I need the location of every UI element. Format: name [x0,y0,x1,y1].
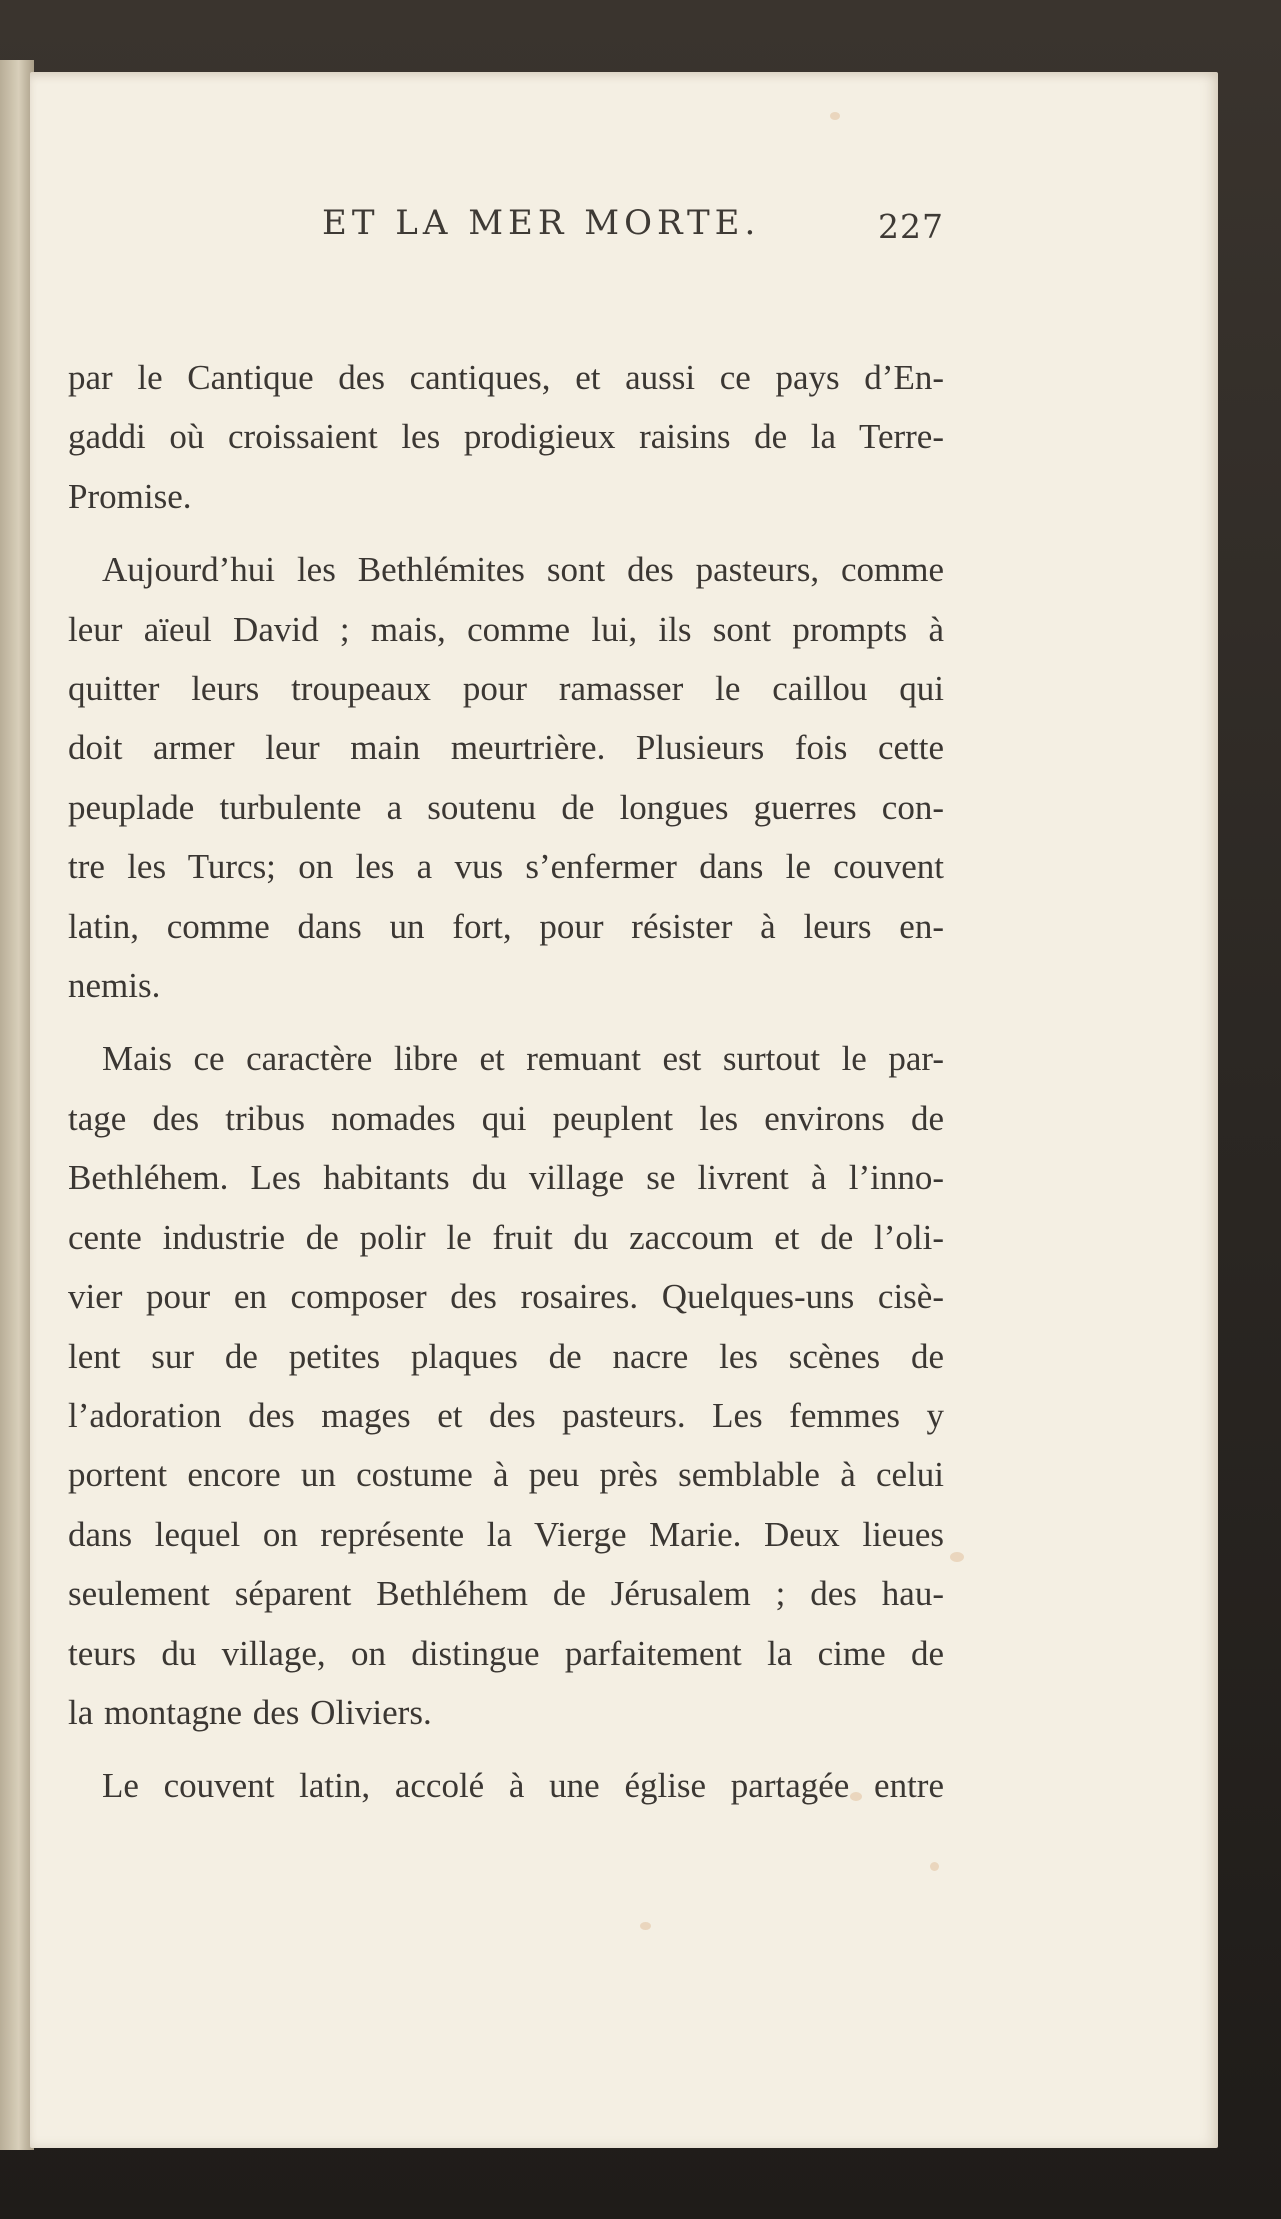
text-line: leur aïeul David ; mais, comme lui, ils sont prompts à [68,609,944,649]
foxing-spot [930,1862,939,1871]
text-line: portent encore un costume à peu près semblable à celui [68,1455,944,1495]
text-line: l’adoration des mages et des pasteurs. Les femmes y [68,1395,944,1435]
paragraph-1 [68,348,944,526]
text-line: Bethléhem. Les habitants du village se livrent à l’inno- [68,1158,944,1198]
text-line: gaddi où croissaient les prodigieux raisins de la Terre- [68,417,944,457]
text-line: doit armer leur main meurtrière. Plusieurs fois cette [68,728,944,768]
text-line: nemis. [68,966,161,1006]
text-line: tage des tribus nomades qui peuplent les environs de [68,1098,944,1138]
text-line: peuplade turbulente a soutenu de longues guerres con- [68,787,944,827]
text-line: dans lequel on représente la Vierge Marie. Deux lieues [68,1514,944,1554]
text-line: tre les Turcs; on les a vus s’enfermer dans le couvent [68,847,944,887]
running-title: ET LA MER MORTE. [322,203,761,243]
foxing-spot [950,1552,964,1562]
paragraph-2 [68,540,944,1015]
text-line: cente industrie de polir le fruit du zaccoum et de l’oli- [68,1217,944,1257]
body-text [68,348,944,1830]
text-line: Mais ce caractère libre et remuant est surtout le par- [102,1039,944,1079]
foxing-spot [640,1922,651,1930]
text-line: lent sur de petites plaques de nacre les scènes de [68,1336,944,1376]
foxing-spot [830,112,840,120]
page-number: 227 [878,207,944,246]
text-line: la montagne des Oliviers. [68,1692,432,1732]
paragraph-4 [68,1756,944,1815]
text-line: vier pour en composer des rosaires. Quelques-uns cisè- [68,1277,944,1317]
text-line: seulement séparent Bethléhem de Jérusalem ; des hau- [68,1574,944,1614]
text-line: quitter leurs troupeaux pour ramasser le caillou qui [68,669,944,709]
text-line: par le Cantique des cantiques, et aussi ce pays d’En- [68,358,944,397]
book-gutter-edge [0,60,34,2150]
paragraph-3 [68,1029,944,1742]
text-line: Le couvent latin, accolé à une église partagée entre [102,1766,944,1806]
text-line: Aujourd’hui les Bethlémites sont des pasteurs, comme [102,550,944,590]
text-line: latin, comme dans un fort, pour résister à leurs en- [68,906,944,946]
running-header [68,203,944,259]
text-line: Promise. [68,476,192,516]
text-line: teurs du village, on distingue parfaitement la cime de [68,1633,944,1673]
